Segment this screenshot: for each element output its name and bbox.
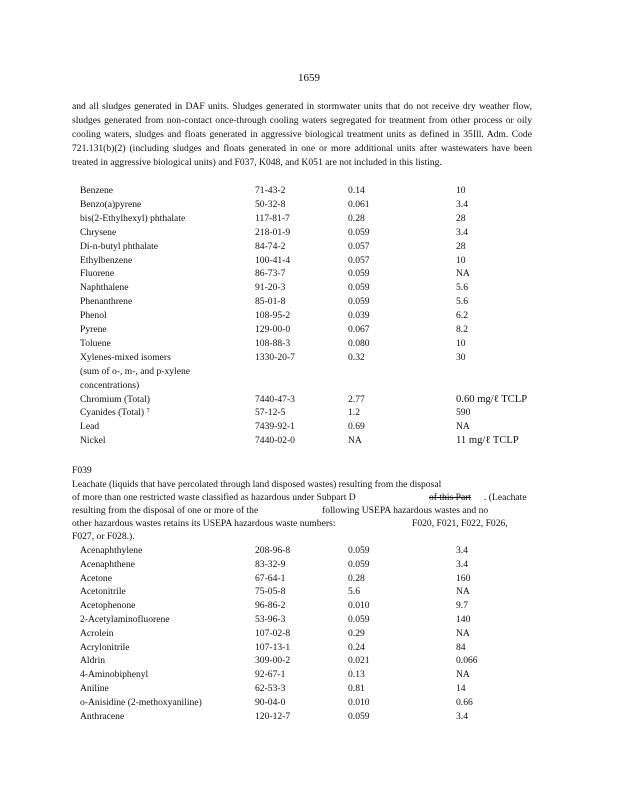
cas-number: 50-32-8	[255, 198, 286, 210]
wastewater-standard: 0.14	[348, 185, 365, 196]
cas-number: 100-41-4	[255, 254, 291, 266]
constituent-name: Aldrin	[80, 655, 106, 667]
cas-number: 90-04-0	[255, 696, 286, 708]
nonwastewater-standard: 10	[456, 185, 466, 196]
constituent-name: Acrylonitrile	[80, 641, 130, 653]
constituent-name: Cyanides (Total) ⁷	[80, 407, 150, 419]
cas-number: 92-67-1	[255, 669, 286, 681]
constituent-name: 4-Aminobiphenyl	[80, 669, 149, 681]
f039-line-3b: following USEPA hazardous wastes and no	[322, 505, 489, 516]
nonwastewater-standard: 14	[456, 683, 466, 694]
constituent-name: bis(2-Ethylhexyl) phthalate	[80, 212, 186, 224]
cas-number: 7440-47-3	[255, 393, 295, 405]
table-row	[0, 254, 618, 268]
cas-number: 62-53-3	[255, 683, 286, 694]
constituent-name: 2-Acetylaminofluorene	[80, 614, 170, 625]
table-row	[0, 226, 618, 240]
table-row	[0, 281, 618, 295]
constituent-name: o-Anisidine (2-methoxyaniline)	[80, 696, 202, 708]
f039-line-5: F027, or F028.).	[72, 531, 135, 542]
wastewater-standard: 0.039	[348, 310, 370, 322]
constituent-name: Xylenes-mixed isomers	[80, 351, 171, 363]
wastewater-standard: 0.067	[348, 324, 370, 335]
nonwastewater-standard: NA	[456, 627, 470, 639]
constituent-name: Nickel	[80, 435, 106, 447]
cas-number: 71-43-2	[255, 185, 286, 196]
cas-number: 108-88-3	[255, 337, 291, 349]
constituent-name: Acrolein	[80, 627, 114, 639]
table-row	[0, 420, 618, 434]
table-row	[0, 696, 618, 710]
constituent-name: Aniline	[80, 683, 109, 694]
constituent-name: Benzene	[80, 185, 114, 196]
wastewater-standard: 0.059	[348, 614, 370, 625]
intro-text: and all sludges generated in DAF units. Sludges generated in stormwater units that do not receive dry weather flow, sludges generated from non-contact once-through cooling waters segregated for treatment from other process or oily cooling waters, sludges and floats generated in aggressive biological treatment units as defined in 35Ill. Adm. Code 721.131(b)(2) (including sludges and floats generated in one or more additional units after wastewaters have been treated in aggressive biological units) and F037, K048, and K051 are not included in this listing.	[72, 101, 532, 168]
nonwastewater-standard: 84	[456, 641, 466, 653]
wastewater-standard: 0.059	[348, 282, 370, 294]
nonwastewater-standard: 0.60 mg/ℓ TCLP	[456, 393, 528, 405]
wastewater-standard: 5.6	[348, 586, 360, 598]
constituent-name: Acenaphthene	[80, 558, 135, 570]
constituent-name: Pyrene	[80, 324, 107, 335]
nonwastewater-standard: 0.66	[456, 696, 473, 708]
cas-number: 208-96-8	[255, 545, 291, 556]
cas-number: 1330-20-7	[255, 351, 295, 363]
constituent-name: Phenanthrene	[80, 296, 133, 308]
constituent-name: Lead	[80, 421, 100, 433]
table-row	[0, 323, 618, 337]
cas-number: 75-05-8	[255, 586, 286, 598]
waste-code-f039: F039	[72, 465, 92, 476]
wastewater-standard: 0.81	[348, 683, 365, 694]
constituent-name: Chromium (Total)	[80, 393, 150, 405]
cas-number: 85-01-8	[255, 296, 286, 308]
nonwastewater-standard: NA	[456, 268, 470, 280]
cas-number: 117-81-7	[255, 212, 290, 224]
nonwastewater-standard: 10	[456, 337, 466, 349]
nonwastewater-standard: 3.4	[456, 710, 468, 722]
nonwastewater-standard: 11 mg/ℓ TCLP	[456, 435, 519, 447]
constituent-name: Naphthalene	[80, 282, 129, 294]
cas-number: 86-73-7	[255, 268, 286, 280]
nonwastewater-standard: 5.6	[456, 296, 468, 308]
table-row	[0, 585, 618, 599]
table-row	[0, 599, 618, 613]
table-row	[0, 351, 618, 365]
nonwastewater-standard: NA	[456, 586, 470, 598]
wastewater-standard: 0.13	[348, 669, 365, 681]
intro-paragraph	[72, 100, 532, 170]
wastewater-standard: 0.057	[348, 240, 370, 252]
table-row	[0, 406, 618, 420]
constituent-name: Acetonitrile	[80, 586, 126, 598]
wastewater-standard: 0.059	[348, 558, 370, 570]
table-row	[0, 434, 618, 448]
wastewater-standard: 0.010	[348, 600, 370, 612]
wastewater-standard: 0.32	[348, 351, 365, 363]
cas-number: 129-00-0	[255, 324, 291, 335]
f039-line-4b: F020, F021, F022, F026,	[412, 518, 508, 529]
table-row	[0, 627, 618, 641]
nonwastewater-standard: 30	[456, 351, 466, 363]
table-row	[0, 393, 618, 407]
cas-number: 107-13-1	[255, 641, 291, 653]
table-row	[0, 198, 618, 212]
constituent-name: Fluorene	[80, 268, 115, 280]
wastewater-standard: 0.24	[348, 641, 365, 653]
cas-number: 218-01-9	[255, 226, 291, 238]
wastewater-standard: 2.77	[348, 393, 365, 405]
constituent-name: Acenaphthylene	[80, 545, 143, 556]
nonwastewater-standard: 5.6	[456, 282, 468, 294]
constituent-name: Toluene	[80, 337, 111, 349]
table-row	[0, 613, 618, 627]
cas-number: 7440-02-0	[255, 435, 295, 447]
cas-number: 96-86-2	[255, 600, 286, 612]
constituent-name: Chrysene	[80, 226, 117, 238]
wastewater-standard: 1.2	[348, 407, 360, 419]
table-row	[0, 558, 618, 572]
cas-number: 83-32-9	[255, 558, 286, 570]
f039-line-2a: of more than one restricted waste classified as hazardous under Subpart D	[72, 492, 356, 503]
table-row	[0, 365, 618, 379]
nonwastewater-standard: 160	[456, 572, 471, 584]
cas-number: 57-12-5	[255, 407, 286, 419]
constituent-name: Acetone	[80, 572, 112, 584]
table-row	[0, 240, 618, 254]
cas-number: 107-02-8	[255, 627, 291, 639]
wastewater-standard: 0.69	[348, 421, 365, 433]
page-number: 1659	[298, 72, 320, 84]
table-row	[0, 641, 618, 655]
constituent-name: Ethylbenzene	[80, 254, 133, 266]
cas-number: 91-20-3	[255, 282, 286, 294]
table-row	[0, 267, 618, 281]
cas-number: 309-00-2	[255, 655, 291, 667]
constituent-name: Anthracene	[80, 710, 125, 722]
nonwastewater-standard: NA	[456, 421, 470, 433]
table-row	[0, 668, 618, 682]
constituent-name: (sum of o-, m-, and p-xylene	[80, 365, 191, 377]
cas-number: 67-64-1	[255, 572, 286, 584]
nonwastewater-standard: NA	[456, 669, 470, 681]
nonwastewater-standard: 10	[456, 254, 466, 266]
table-row	[0, 710, 618, 724]
table-row	[0, 379, 618, 393]
table-row	[0, 184, 618, 198]
table-row	[0, 544, 618, 558]
f039-line-2b: . (Leachate	[484, 492, 527, 503]
wastewater-standard: 0.061	[348, 198, 370, 210]
constituent-name: Acetophenone	[80, 600, 136, 612]
wastewater-standard: 0.059	[348, 226, 370, 238]
wastewater-standard: 0.080	[348, 337, 370, 349]
f039-line-1: Leachate (liquids that have percolated through land disposed wastes) resulting from the disposal	[72, 479, 442, 490]
wastewater-standard: 0.057	[348, 254, 370, 266]
wastewater-standard: 0.059	[348, 268, 370, 280]
wastewater-standard: 0.28	[348, 212, 365, 224]
wastewater-standard: NA	[348, 435, 362, 447]
nonwastewater-standard: 28	[456, 240, 466, 252]
constituent-name: concentrations)	[80, 379, 140, 391]
constituent-name: Benzo(a)pyrene	[80, 198, 142, 210]
table-row	[0, 682, 618, 696]
table-row	[0, 212, 618, 226]
nonwastewater-standard: 590	[456, 407, 471, 419]
table-row	[0, 654, 618, 668]
table-row	[0, 309, 618, 323]
f039-struck-text: of this Part	[429, 492, 472, 503]
wastewater-standard: 0.010	[348, 696, 370, 708]
nonwastewater-standard: 3.4	[456, 558, 468, 570]
cas-number: 53-96-3	[255, 614, 286, 625]
wastewater-standard: 0.021	[348, 655, 370, 667]
f039-line-3a: resulting from the disposal of one or more of the	[72, 505, 259, 516]
nonwastewater-standard: 3.4	[456, 198, 468, 210]
constituent-name: Di-n-butyl phthalate	[80, 240, 159, 252]
nonwastewater-standard: 8.2	[456, 324, 468, 335]
wastewater-standard: 0.059	[348, 710, 370, 722]
nonwastewater-standard: 6.2	[456, 310, 468, 322]
cas-number: 84-74-2	[255, 240, 286, 252]
nonwastewater-standard: 9.7	[456, 600, 468, 612]
f039-description	[72, 478, 542, 543]
wastewater-standard: 0.059	[348, 545, 370, 556]
table-row	[0, 295, 618, 309]
nonwastewater-standard: 3.4	[456, 226, 468, 238]
nonwastewater-standard: 28	[456, 212, 466, 224]
cas-number: 120-12-7	[255, 710, 291, 722]
table-row	[0, 337, 618, 351]
table-row	[0, 572, 618, 586]
wastewater-standard: 0.059	[348, 296, 370, 308]
nonwastewater-standard: 0.066	[456, 655, 478, 667]
cas-number: 108-95-2	[255, 310, 291, 322]
wastewater-standard: 0.28	[348, 572, 365, 584]
f039-line-4a: other hazardous wastes retains its USEPA hazardous waste numbers:	[72, 518, 336, 529]
nonwastewater-standard: 140	[456, 614, 471, 625]
cas-number: 7439-92-1	[255, 421, 295, 433]
wastewater-standard: 0.29	[348, 627, 365, 639]
nonwastewater-standard: 3.4	[456, 545, 468, 556]
constituent-name: Phenol	[80, 310, 107, 322]
